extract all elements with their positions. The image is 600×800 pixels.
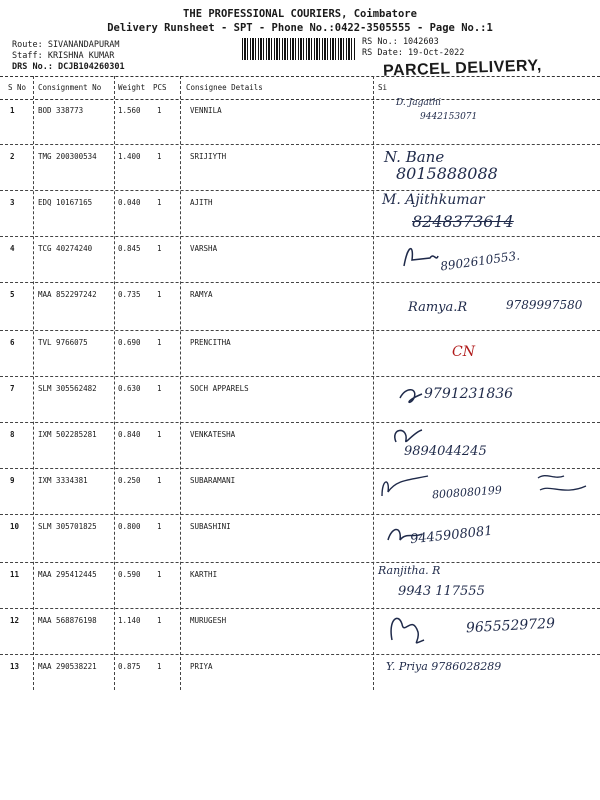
barcode xyxy=(242,38,355,60)
row-sno: 12 xyxy=(10,616,20,625)
col-sno: S No xyxy=(8,83,27,92)
row-signature: 9655529729 xyxy=(465,615,556,637)
row-consignment-no: SLM 305701825 xyxy=(38,522,97,531)
row-consignee: KARTHI xyxy=(190,570,218,579)
row-signature: Ramya.R xyxy=(408,300,468,315)
row-signature: 8902610553. xyxy=(439,248,521,274)
row-consignee: PRIYA xyxy=(190,662,213,671)
table-row xyxy=(0,236,600,283)
row-consignment-no: MAA 852297242 xyxy=(38,290,97,299)
company-title: THE PROFESSIONAL COURIERS, Coimbatore xyxy=(183,8,417,20)
row-weight: 1.400 xyxy=(118,152,141,161)
row-weight: 1.140 xyxy=(118,616,141,625)
row-consignment-no: IXM 3334381 xyxy=(38,476,88,485)
row-signature-phone: 9943 117555 xyxy=(398,584,485,599)
runsheet-subtitle: Delivery Runsheet - SPT - Phone No.:0422-3505555 - Page No.:1 xyxy=(107,22,493,34)
row-consignment-no: SLM 305562482 xyxy=(38,384,97,393)
table-header xyxy=(0,76,600,100)
row-signature-phone: 8248373614 xyxy=(412,212,514,231)
row-sno: 6 xyxy=(10,338,15,347)
parcel-delivery-stamp: PARCEL DELIVERY, xyxy=(382,57,543,80)
row-consignee: MURUGESH xyxy=(190,616,227,625)
row-sno: 7 xyxy=(10,384,15,393)
rs-number: RS No.: 1042603 xyxy=(362,37,439,47)
row-weight: 0.630 xyxy=(118,384,141,393)
table-row xyxy=(0,144,600,191)
row-consignment-no: IXM 502285281 xyxy=(38,430,97,439)
row-consignment-no: BOD 338773 xyxy=(38,106,84,115)
row-signature: 9791231836 xyxy=(424,386,514,402)
row-consignment-no: MAA 290538221 xyxy=(38,662,97,671)
row-signature: M. Ajithkumar xyxy=(382,192,485,208)
signature-scribble xyxy=(384,610,428,648)
row-signature: D. Jagathi xyxy=(396,98,442,108)
row-pcs: 1 xyxy=(157,476,162,485)
col-consignment: Consignment No xyxy=(38,83,102,92)
row-weight: 1.560 xyxy=(118,106,141,115)
table-row xyxy=(0,562,600,609)
row-signature: 9894044245 xyxy=(404,444,487,459)
table-row xyxy=(0,514,600,563)
table-row xyxy=(0,376,600,423)
row-pcs: 1 xyxy=(157,662,162,671)
staff-text: Staff: KRISHNA KUMAR xyxy=(12,51,115,61)
row-pcs: 1 xyxy=(157,570,162,579)
signature-scribble xyxy=(400,240,440,270)
row-signature: Y. Priya 9786028289 xyxy=(386,660,502,673)
row-pcs: 1 xyxy=(157,522,162,531)
row-sno: 3 xyxy=(10,198,15,207)
row-consignee: SOCH APPARELS xyxy=(190,384,249,393)
row-weight: 0.875 xyxy=(118,662,141,671)
row-consignee: RAMYA xyxy=(190,290,213,299)
row-weight: 0.845 xyxy=(118,244,141,253)
signature-scribble xyxy=(396,384,426,406)
row-signature-phone: 8015888088 xyxy=(396,164,498,183)
row-consignment-no: MAA 568876198 xyxy=(38,616,97,625)
col-pcs: PCS xyxy=(153,83,167,92)
row-sno: 2 xyxy=(10,152,15,161)
table-row xyxy=(0,190,600,237)
row-signature: 9445908081 xyxy=(409,523,494,548)
row-weight: 0.735 xyxy=(118,290,141,299)
row-weight: 0.800 xyxy=(118,522,141,531)
signature-scribble xyxy=(378,472,432,500)
table-row xyxy=(0,422,600,469)
row-consignee: VENNILA xyxy=(190,106,222,115)
row-sno: 13 xyxy=(10,662,20,671)
row-signature: Ranjitha. R xyxy=(378,564,441,577)
row-sno: 1 xyxy=(10,106,15,115)
col-signature: Si xyxy=(378,83,388,92)
row-sno: 10 xyxy=(10,522,20,531)
col-consignee: Consignee Details xyxy=(186,83,263,92)
row-consignee: SRIJIYTH xyxy=(190,152,227,161)
row-pcs: 1 xyxy=(157,616,162,625)
row-weight: 0.040 xyxy=(118,198,141,207)
row-pcs: 1 xyxy=(157,152,162,161)
col-weight: Weight xyxy=(118,83,146,92)
row-pcs: 1 xyxy=(157,198,162,207)
table-row xyxy=(0,468,600,515)
row-consignee: PRENCITHA xyxy=(190,338,231,347)
row-signature: 8008080199 xyxy=(431,483,503,502)
row-consignee: SUBASHINI xyxy=(190,522,231,531)
row-consignment-no: EDQ 10167165 xyxy=(38,198,93,207)
row-consignee: VARSHA xyxy=(190,244,218,253)
row-pcs: 1 xyxy=(157,106,162,115)
row-consignee: VENKATESHA xyxy=(190,430,236,439)
row-weight: 0.590 xyxy=(118,570,141,579)
row-sno: 8 xyxy=(10,430,15,439)
row-pcs: 1 xyxy=(157,290,162,299)
row-consignment-no: TCG 40274240 xyxy=(38,244,93,253)
table-row xyxy=(0,98,600,145)
row-signature-phone: 9442153071 xyxy=(420,112,478,122)
rs-date: RS Date: 19-Oct-2022 xyxy=(362,48,465,58)
row-sno: 4 xyxy=(10,244,15,253)
row-weight: 0.690 xyxy=(118,338,141,347)
table-row xyxy=(0,654,600,690)
row-pcs: 1 xyxy=(157,244,162,253)
route-text: Route: SIVANANDAPURAM xyxy=(12,40,120,50)
row-weight: 0.840 xyxy=(118,430,141,439)
drs-number: DRS No.: DCJB104260301 xyxy=(12,62,125,72)
row-signature-phone: 9789997580 xyxy=(506,298,583,312)
row-signature: CN xyxy=(452,344,475,360)
row-sno: 11 xyxy=(10,570,20,579)
table-row xyxy=(0,282,600,331)
row-pcs: 1 xyxy=(157,338,162,347)
row-pcs: 1 xyxy=(157,384,162,393)
row-sno: 5 xyxy=(10,290,15,299)
table-row xyxy=(0,608,600,655)
row-consignment-no: TVL 9766075 xyxy=(38,338,88,347)
row-pcs: 1 xyxy=(157,430,162,439)
signature-scribble xyxy=(534,470,590,500)
row-consignee: SUBARAMANI xyxy=(190,476,236,485)
row-signature: N. Bane xyxy=(384,148,445,166)
row-consignment-no: MAA 295412445 xyxy=(38,570,97,579)
table-row xyxy=(0,330,600,377)
row-consignee: AJITH xyxy=(190,198,213,207)
row-consignment-no: TMG 200300534 xyxy=(38,152,97,161)
row-sno: 9 xyxy=(10,476,15,485)
row-weight: 0.250 xyxy=(118,476,141,485)
